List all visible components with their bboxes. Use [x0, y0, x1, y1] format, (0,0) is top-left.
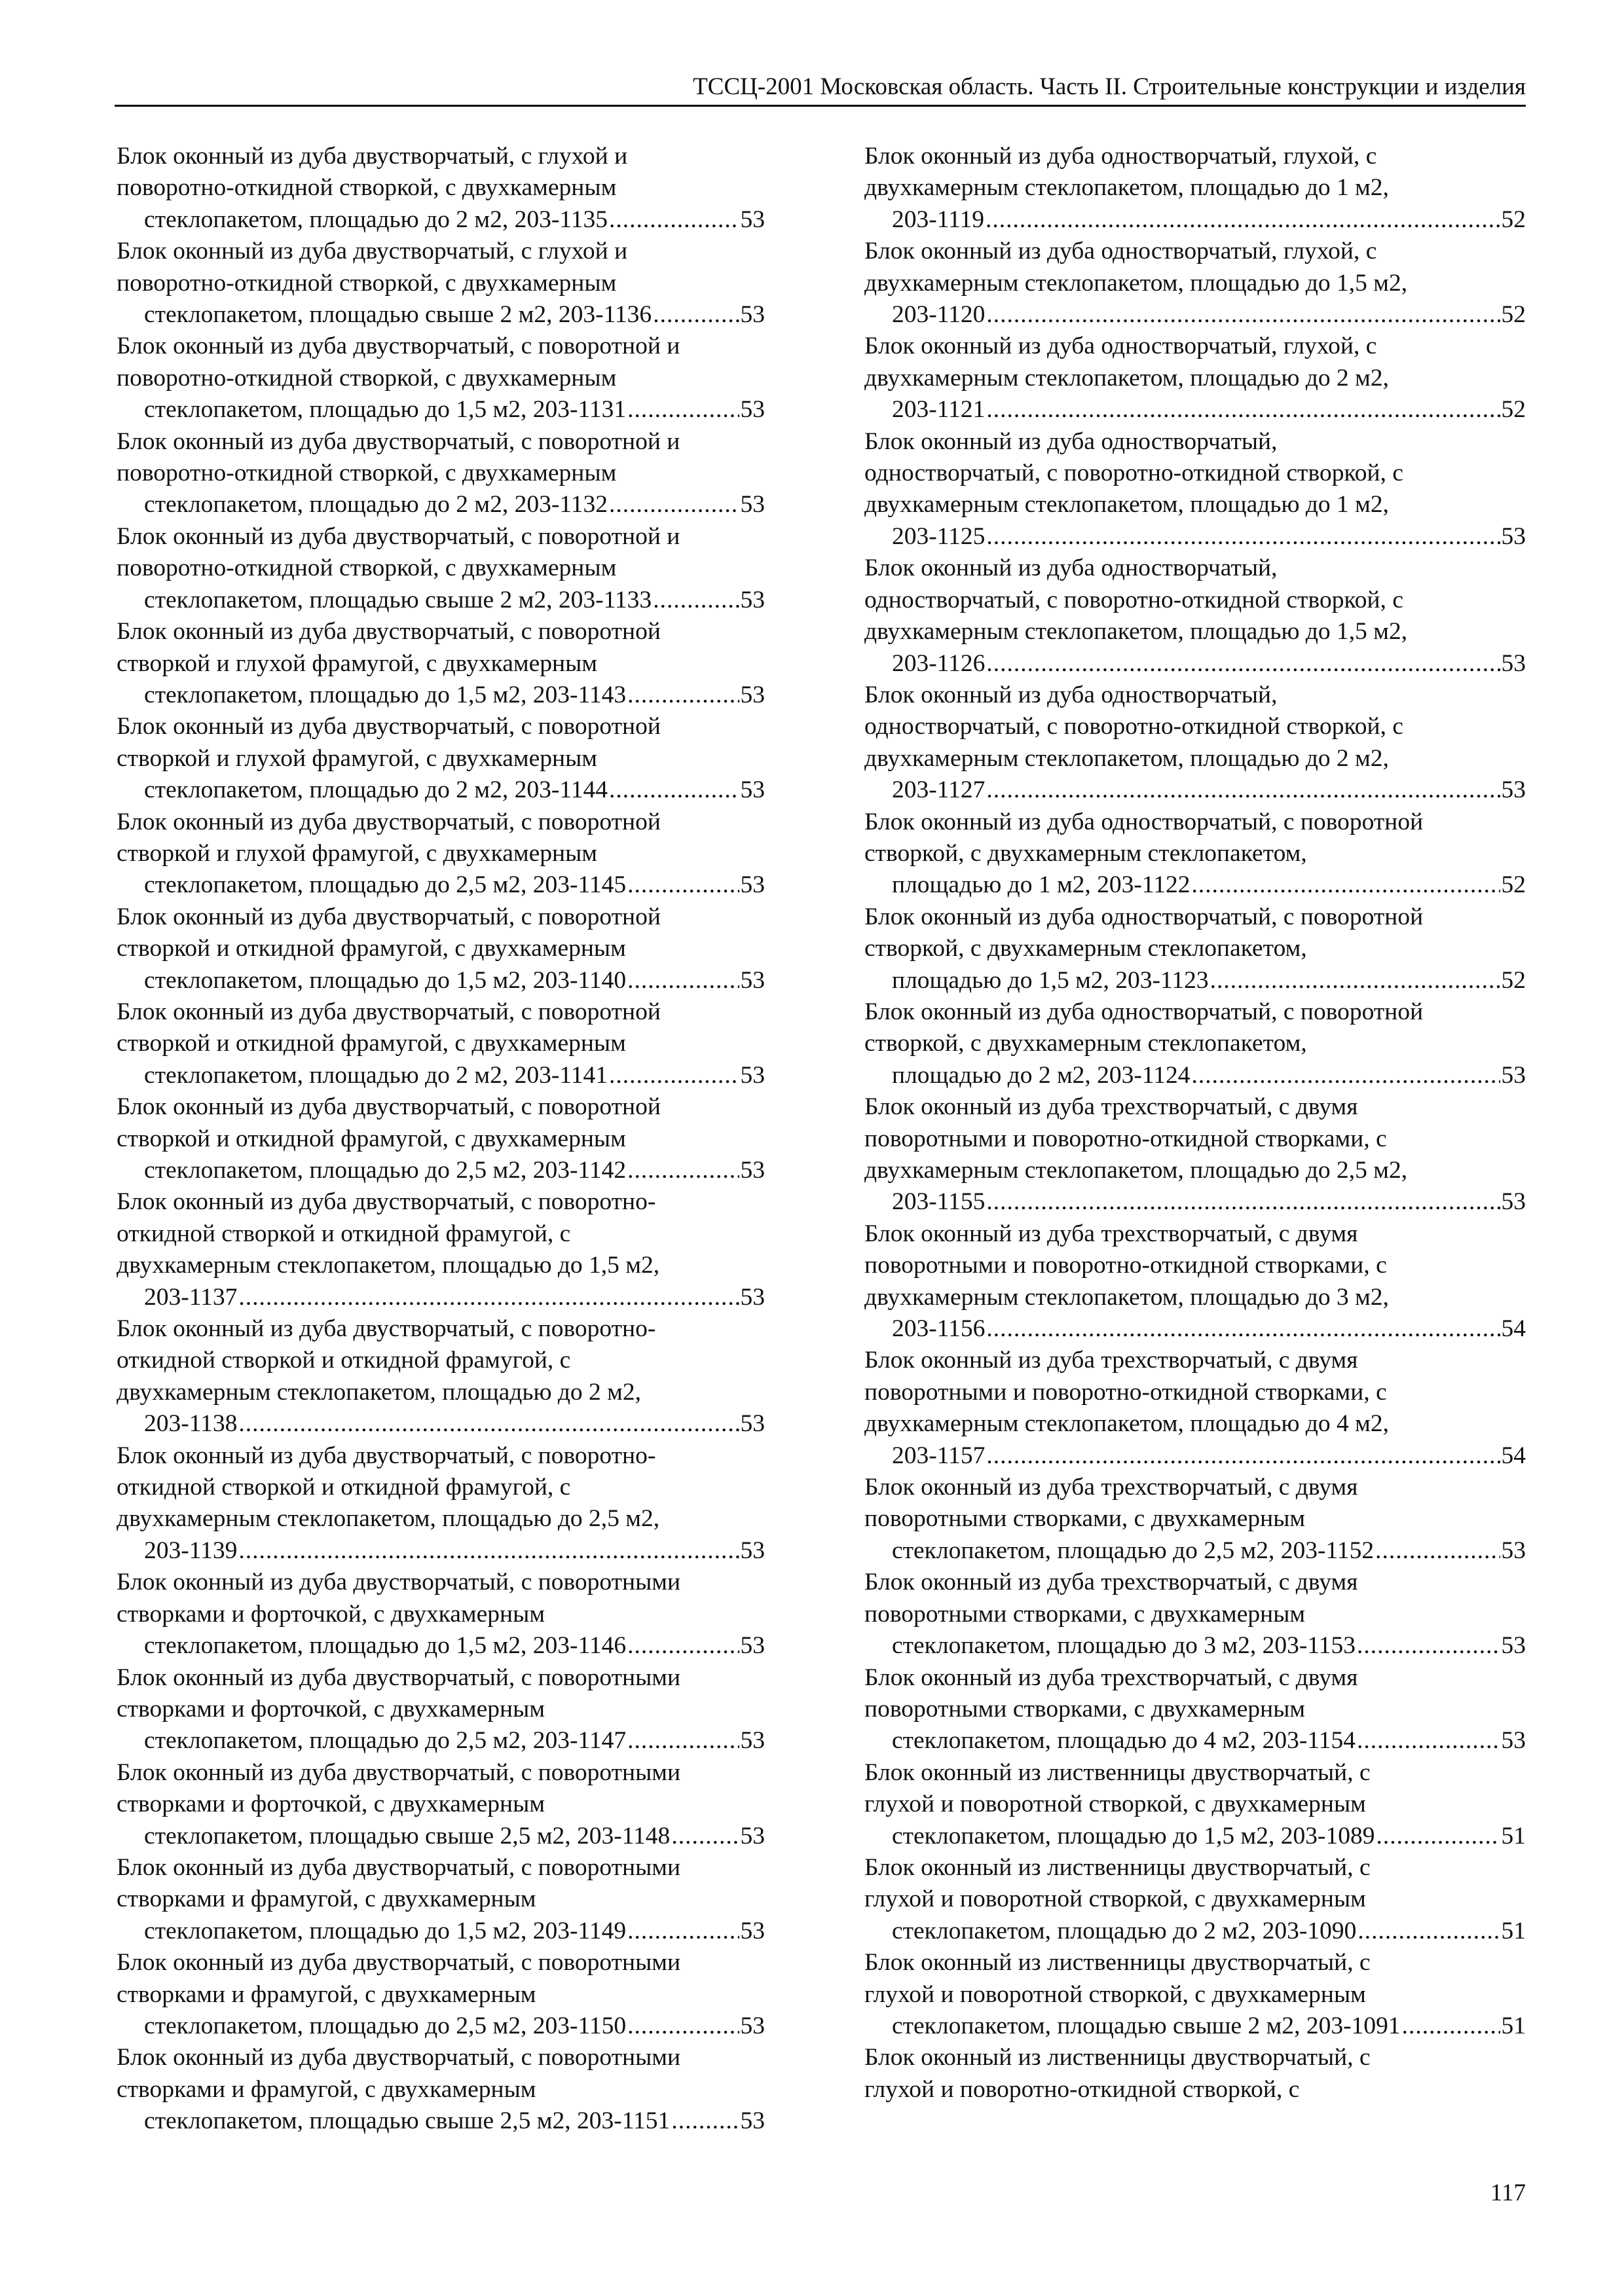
index-entry [117, 616, 765, 711]
index-entry-last-line [144, 204, 765, 236]
index-entry [117, 236, 765, 331]
index-entry-text: 203-1120 [892, 301, 986, 329]
index-entry-page: 53 [740, 1283, 765, 1311]
index-entry-text: 203-1157 [892, 1442, 986, 1469]
index-entry-line: Блок оконный из дуба двустворчатый, с поворотными [117, 1664, 681, 1691]
index-entry-page: 53 [1501, 522, 1526, 550]
index-entry-line: глухой и поворотной створкой, с двухкамерным [864, 1886, 1366, 1913]
index-entry-line: Блок оконный из дуба двустворчатый, с поворотной и [117, 333, 680, 360]
dot-leader [1402, 2011, 1500, 2042]
dot-leader [609, 204, 739, 236]
index-entry-line: одностворчатый, с поворотно-откидной створкой, с [864, 460, 1404, 487]
index-entry [117, 996, 765, 1091]
index-entry-last-line [144, 489, 765, 520]
index-entry-page: 53 [1501, 1727, 1526, 1755]
index-entry-text: стеклопакетом, площадью свыше 2,5 м2, 203-1148 [144, 1822, 671, 1850]
index-entry-line: Блок оконный из дуба двустворчатый, с глухой и [117, 143, 628, 170]
index-entry-text: стеклопакетом, площадью до 2,5 м2, 203-1145 [144, 871, 627, 899]
index-entry-text: стеклопакетом, площадью до 3 м2, 203-1153 [892, 1632, 1356, 1660]
index-entry-line: поворотными и поворотно-откидной створками, с [864, 1252, 1387, 1279]
index-entry-last-line [892, 648, 1526, 680]
index-entry-text: стеклопакетом, площадью свыше 2 м2, 203-1136 [144, 301, 652, 329]
index-entry-page: 53 [1501, 1188, 1526, 1216]
dot-leader [986, 1313, 1500, 1345]
index-entry-text: стеклопакетом, площадью до 2,5 м2, 203-1150 [144, 2012, 627, 2039]
dot-leader [627, 394, 739, 426]
index-entry-text: 203-1121 [892, 396, 986, 424]
index-entry [864, 1218, 1526, 1345]
index-entry-line: двухкамерным стеклопакетом, площадью до 3 м2, [864, 1283, 1390, 1311]
index-entry-page: 53 [740, 1537, 765, 1564]
index-entry [864, 807, 1526, 902]
index-entry-page: 53 [740, 1632, 765, 1660]
index-entry-line: створками и форточкой, с двухкамерным [117, 1600, 545, 1628]
index-entry [117, 1662, 765, 1757]
page-number: 117 [1490, 2179, 1526, 2206]
index-entry [864, 680, 1526, 807]
index-entry-line: створкой и глухой фрамугой, с двухкамерным [117, 649, 598, 677]
index-entry-line: Блок оконный из дуба двустворчатый, с поворотной [117, 1093, 661, 1121]
dot-leader [1210, 965, 1500, 996]
index-entry [864, 1662, 1526, 1757]
index-entry-line: створками и фрамугой, с двухкамерным [117, 1886, 536, 1913]
index-entry-line: Блок оконный из дуба двустворчатый, с поворотной [117, 618, 661, 646]
index-entry-line: откидной створкой и откидной фрамугой, с [117, 1220, 571, 1247]
dot-leader [609, 774, 739, 806]
index-entry-page: 53 [740, 776, 765, 804]
dot-leader [653, 299, 739, 331]
index-entry-last-line [892, 1725, 1526, 1757]
index-entry-line: поворотными створками, с двухкамерным [864, 1505, 1306, 1533]
index-entry-page: 51 [1501, 1917, 1526, 1944]
index-entry-text: 203-1127 [892, 776, 986, 804]
index-entry-page: 53 [1501, 1537, 1526, 1564]
index-entry-page: 52 [1501, 871, 1526, 899]
dot-leader [986, 1440, 1500, 1472]
index-entry-page: 52 [1501, 396, 1526, 424]
index-entry-text: 203-1125 [892, 522, 986, 550]
index-entry [864, 1472, 1526, 1567]
index-entry-page: 53 [740, 1061, 765, 1089]
index-entry-text: стеклопакетом, площадью до 2 м2, 203-1090 [892, 1917, 1357, 1944]
index-entry-text: стеклопакетом, площадью до 4 м2, 203-1154 [892, 1727, 1356, 1755]
index-entry-last-line [892, 1821, 1526, 1852]
index-entry-page: 53 [740, 586, 765, 613]
index-entry-last-line [144, 1060, 765, 1091]
index-entry-line: Блок оконный из дуба двустворчатый, с поворотными [117, 1853, 681, 1881]
index-entry-text: стеклопакетом, площадью свыше 2 м2, 203-1133 [144, 586, 652, 613]
index-entry-page: 53 [1501, 1632, 1526, 1660]
index-entry-line: Блок оконный из дуба двустворчатый, с поворотной [117, 998, 661, 1025]
index-entry-page: 53 [740, 1410, 765, 1438]
index-entry-page: 53 [740, 301, 765, 329]
index-entry-line: Блок оконный из дуба двустворчатый, с поворотной и [117, 428, 680, 455]
index-entry [864, 553, 1526, 680]
running-header [115, 71, 1526, 107]
index-entry-line: двухкамерным стеклопакетом, площадью до 1 м2, [864, 491, 1390, 519]
index-entry-last-line [144, 2011, 765, 2042]
index-entry-last-line [144, 1630, 765, 1662]
index-entry [117, 2042, 765, 2137]
index-entry-line: поворотными створками, с двухкамерным [864, 1600, 1306, 1628]
index-entry-text: стеклопакетом, площадью до 1,5 м2, 203-1149 [144, 1917, 627, 1944]
dot-leader [671, 2105, 739, 2137]
index-entry-line: двухкамерным стеклопакетом, площадью до 2 м2, [117, 1378, 642, 1406]
dot-leader [986, 648, 1500, 680]
index-entry-line: двухкамерным стеклопакетом, площадью до 1,5 м2, [117, 1252, 660, 1279]
index-entry-last-line [144, 585, 765, 616]
index-entry-line: Блок оконный из дуба одностворчатый, глухой, с [864, 333, 1377, 360]
index-entry-line: двухкамерным стеклопакетом, площадью до 1 м2, [864, 174, 1390, 202]
index-entry [864, 331, 1526, 426]
index-entry [117, 521, 765, 616]
index-entry-page: 53 [740, 2012, 765, 2039]
index-entry-last-line [144, 394, 765, 426]
index-entry-last-line [144, 1725, 765, 1757]
index-entry-last-line [892, 774, 1526, 806]
index-entry-line: створками и фрамугой, с двухкамерным [117, 2075, 536, 2103]
index-entry-last-line [892, 1440, 1526, 1472]
dot-leader [238, 1535, 739, 1567]
index-entry-text: 203-1138 [144, 1410, 238, 1438]
index-entry-page: 53 [740, 491, 765, 519]
index-entry-line: Блок оконный из дуба одностворчатый, [864, 428, 1278, 455]
index-entry-last-line [892, 1535, 1526, 1567]
index-entry-line: Блок оконный из дуба двустворчатый, с поворотно- [117, 1188, 656, 1216]
index-entry-text: стеклопакетом, площадью до 1,5 м2, 203-1131 [144, 396, 627, 424]
index-entry-page: 53 [740, 681, 765, 708]
index-entry-last-line [892, 965, 1526, 996]
index-entry [864, 1757, 1526, 1852]
index-entry-line: поворотно-откидной створкой, с двухкамерным [117, 555, 617, 582]
index-entry [864, 996, 1526, 1091]
index-entry-line: Блок оконный из дуба одностворчатый, [864, 555, 1278, 582]
index-entry-page: 51 [1501, 2012, 1526, 2039]
dot-leader [986, 204, 1500, 236]
index-entry [864, 1947, 1526, 2042]
dot-leader [627, 965, 739, 996]
index-entry-last-line [144, 774, 765, 806]
dot-leader [609, 489, 739, 520]
index-entry-page: 51 [1501, 1822, 1526, 1850]
index-entry-last-line [144, 299, 765, 331]
index-entry-text: площадью до 1 м2, 203-1122 [892, 871, 1190, 899]
index-entry-line: Блок оконный из дуба двустворчатый, с поворотной [117, 713, 661, 740]
index-entry-page: 53 [1501, 776, 1526, 804]
index-entry-line: Блок оконный из дуба двустворчатый, с поворотными [117, 1949, 681, 1977]
index-entry [864, 1852, 1526, 1947]
index-entry-last-line [892, 204, 1526, 236]
index-entry-page: 52 [1501, 966, 1526, 994]
index-entry-line: Блок оконный из дуба двустворчатый, с поворотной [117, 903, 661, 930]
index-entry-line: Блок оконный из дуба двустворчатый, с поворотно- [117, 1315, 656, 1343]
index-entry-line: одностворчатый, с поворотно-откидной створкой, с [864, 586, 1404, 613]
index-entry-line: глухой и поворотной створкой, с двухкамерным [864, 1980, 1366, 2008]
index-entry-line: поворотно-откидной створкой, с двухкамерным [117, 174, 617, 202]
index-entry-page: 53 [740, 1822, 765, 1850]
index-entry-last-line [144, 680, 765, 711]
index-entry-line: створкой, с двухкамерным стеклопакетом, [864, 1030, 1307, 1057]
dot-leader [627, 1725, 739, 1757]
index-entry [117, 1091, 765, 1186]
index-entry [864, 1345, 1526, 1472]
dot-leader [609, 1060, 739, 1091]
index-entry-line: двухкамерным стеклопакетом, площадью до 2,5 м2, [864, 1157, 1408, 1184]
index-entry-line: Блок оконный из дуба одностворчатый, с поворотной [864, 808, 1424, 835]
index-entry-line: Блок оконный из дуба трехстворчатый, с двумя [864, 1664, 1358, 1691]
dot-leader [1357, 1916, 1500, 1947]
index-entry-line: Блок оконный из дуба одностворчатый, глухой, с [864, 238, 1377, 265]
index-entry [117, 1313, 765, 1440]
index-entry-line: Блок оконный из дуба двустворчатый, с поворотной и [117, 522, 680, 550]
index-entry-text: стеклопакетом, площадью до 1,5 м2, 203-1146 [144, 1632, 627, 1660]
dot-leader [627, 1916, 739, 1947]
index-entry-page: 54 [1501, 1442, 1526, 1469]
index-entry-line: Блок оконный из дуба двустворчатый, с поворотной [117, 808, 661, 835]
index-entry [117, 902, 765, 996]
index-entry-text: стеклопакетом, площадью до 2,5 м2, 203-1152 [892, 1537, 1375, 1564]
index-entry-line: откидной створкой и откидной фрамугой, с [117, 1347, 571, 1374]
index-entry-page: 53 [740, 966, 765, 994]
index-entry [117, 426, 765, 521]
index-entry-line: поворотными и поворотно-откидной створками, с [864, 1125, 1387, 1152]
dot-leader [238, 1408, 739, 1440]
dot-leader [1376, 1821, 1500, 1852]
index-entry [117, 1440, 765, 1567]
index-entry-line: Блок оконный из дуба трехстворчатый, с двумя [864, 1347, 1358, 1374]
index-entry-text: стеклопакетом, площадью до 2 м2, 203-1144 [144, 776, 608, 804]
index-entry-line: двухкамерным стеклопакетом, площадью до 2,5 м2, [117, 1505, 660, 1533]
index-entry-text: стеклопакетом, площадью до 2 м2, 203-1132 [144, 491, 608, 519]
dot-leader [671, 1821, 739, 1852]
dot-leader [986, 774, 1500, 806]
index-entry-page: 53 [1501, 649, 1526, 677]
index-entry-last-line [892, 869, 1526, 901]
index-entry [117, 1757, 765, 1852]
index-entry-last-line [144, 1282, 765, 1313]
index-entry [117, 141, 765, 236]
index-entry-text: стеклопакетом, площадью до 2 м2, 203-1135 [144, 206, 608, 233]
index-entry-last-line [144, 965, 765, 996]
index-entry-text: 203-1119 [892, 206, 984, 233]
index-entry-line: Блок оконный из дуба трехстворчатый, с двумя [864, 1474, 1358, 1501]
index-entry-line: двухкамерным стеклопакетом, площадью до 4 м2, [864, 1410, 1390, 1438]
dot-leader [653, 585, 739, 616]
index-column-left [117, 141, 765, 2138]
index-entry [864, 2042, 1526, 2105]
index-entry-text: 203-1126 [892, 649, 986, 677]
index-entry-line: Блок оконный из дуба двустворчатый, с поворотными [117, 1758, 681, 1786]
index-entry-text: стеклопакетом, площадью до 2,5 м2, 203-1147 [144, 1727, 627, 1755]
index-entry-text: стеклопакетом, площадью до 1,5 м2, 203-1140 [144, 966, 627, 994]
index-entry-last-line [144, 1155, 765, 1186]
index-entry-text: стеклопакетом, площадью свыше 2 м2, 203-1091 [892, 2012, 1401, 2039]
index-entry-page: 53 [740, 1727, 765, 1755]
index-entry-text: 203-1156 [892, 1315, 986, 1343]
index-entry-line: Блок оконный из дуба одностворчатый, глухой, с [864, 143, 1377, 170]
dot-leader [627, 2011, 739, 2042]
index-entry-line: створками и фрамугой, с двухкамерным [117, 1980, 536, 2008]
index-entry-line: створкой и откидной фрамугой, с двухкамерным [117, 1125, 626, 1152]
index-entry-line: Блок оконный из дуба двустворчатый, с поворотными [117, 1569, 681, 1596]
index-entry [864, 1091, 1526, 1218]
index-entry-text: стеклопакетом, площадью до 1,5 м2, 203-1143 [144, 681, 627, 708]
index-column-right [864, 141, 1526, 2105]
index-entry-line: поворотно-откидной створкой, с двухкамерным [117, 364, 617, 392]
index-entry-text: стеклопакетом, площадью до 2,5 м2, 203-1142 [144, 1157, 627, 1184]
dot-leader [627, 1630, 739, 1662]
index-entry-last-line [892, 299, 1526, 331]
index-entry-last-line [892, 1313, 1526, 1345]
index-entry-line: Блок оконный из дуба трехстворчатый, с двумя [864, 1093, 1358, 1121]
index-entry-line: поворотно-откидной створкой, с двухкамерным [117, 460, 617, 487]
index-entry-page: 53 [740, 2107, 765, 2135]
index-entry-page: 53 [1501, 1061, 1526, 1089]
dot-leader [986, 521, 1500, 553]
dot-leader [1192, 1060, 1500, 1091]
index-entry-page: 53 [740, 871, 765, 899]
index-entry-page: 52 [1501, 206, 1526, 233]
index-entry-text: 203-1155 [892, 1188, 986, 1216]
index-entry-text: стеклопакетом, площадью до 1,5 м2, 203-1089 [892, 1822, 1375, 1850]
index-entry-last-line [144, 1535, 765, 1567]
index-entry-last-line [144, 1408, 765, 1440]
index-entry [117, 331, 765, 426]
index-entry-line: створкой и откидной фрамугой, с двухкамерным [117, 935, 626, 962]
index-entry-line: Блок оконный из дуба трехстворчатый, с двумя [864, 1220, 1358, 1247]
index-entry-line: створками и форточкой, с двухкамерным [117, 1791, 545, 1818]
index-entry-page: 53 [740, 206, 765, 233]
index-entry-last-line [892, 1186, 1526, 1218]
index-entry-line: поворотными и поворотно-откидной створками, с [864, 1378, 1387, 1406]
index-entry-page: 53 [740, 396, 765, 424]
index-entry-line: Блок оконный из дуба одностворчатый, с поворотной [864, 998, 1424, 1025]
index-entry-line: Блок оконный из дуба одностворчатый, с поворотной [864, 903, 1424, 930]
index-entry-line: Блок оконный из дуба двустворчатый, с поворотно- [117, 1442, 656, 1469]
index-entry-last-line [144, 2105, 765, 2137]
index-entry-last-line [144, 869, 765, 901]
index-entry-line: Блок оконный из лиственницы двустворчатый, с [864, 2044, 1371, 2071]
index-entry-last-line [892, 1916, 1526, 1947]
index-entry-text: стеклопакетом, площадью свыше 2,5 м2, 203-1151 [144, 2107, 671, 2135]
index-entry-line: двухкамерным стеклопакетом, площадью до 2 м2, [864, 744, 1390, 772]
index-entry-line: поворотно-откидной створкой, с двухкамерным [117, 269, 617, 297]
index-entry-line: двухкамерным стеклопакетом, площадью до 1,5 м2, [864, 269, 1408, 297]
index-entry-last-line [144, 1821, 765, 1852]
index-entry-line: Блок оконный из лиственницы двустворчатый, с [864, 1949, 1371, 1977]
index-entry [117, 807, 765, 902]
index-entry [117, 1947, 765, 2042]
index-entry [117, 1186, 765, 1313]
index-entry-page: 53 [740, 1157, 765, 1184]
index-entry-line: глухой и поворотной створкой, с двухкамерным [864, 1791, 1366, 1818]
index-entry-text: 203-1137 [144, 1283, 238, 1311]
index-entry-line: поворотными створками, с двухкамерным [864, 1695, 1306, 1722]
index-entry-line: откидной створкой и откидной фрамугой, с [117, 1474, 571, 1501]
index-entry-last-line [892, 521, 1526, 553]
index-entry [864, 902, 1526, 996]
index-entry-last-line [892, 1060, 1526, 1091]
index-entry [117, 711, 765, 806]
index-entry-last-line [144, 1916, 765, 1947]
index-entry-line: Блок оконный из лиственницы двустворчатый, с [864, 1853, 1371, 1881]
index-entry-last-line [892, 2011, 1526, 2042]
index-entry-page: 53 [740, 1917, 765, 1944]
index-entry-line: двухкамерным стеклопакетом, площадью до 2 м2, [864, 364, 1390, 392]
index-entry-line: створкой, с двухкамерным стеклопакетом, [864, 839, 1307, 867]
index-entry-line: Блок оконный из дуба одностворчатый, [864, 681, 1278, 708]
index-entry [864, 1567, 1526, 1662]
index-entry-text: 203-1139 [144, 1537, 238, 1564]
index-entry-last-line [892, 1630, 1526, 1662]
running-header-title: ТССЦ-2001 Московская область. Часть II. Строительные конструкции и изделия [693, 73, 1526, 100]
dot-leader [1357, 1725, 1500, 1757]
dot-leader [1375, 1535, 1500, 1567]
index-entry-line: створкой и откидной фрамугой, с двухкамерным [117, 1030, 626, 1057]
dot-leader [986, 1186, 1500, 1218]
index-entry [864, 236, 1526, 331]
index-entry-line: Блок оконный из дуба двустворчатый, с поворотными [117, 2044, 681, 2071]
index-entry-text: площадью до 2 м2, 203-1124 [892, 1061, 1190, 1089]
dot-leader [627, 680, 739, 711]
index-entry-text: площадью до 1,5 м2, 203-1123 [892, 966, 1209, 994]
index-entry [117, 1567, 765, 1662]
index-entry-page: 54 [1501, 1315, 1526, 1343]
dot-leader [238, 1282, 739, 1313]
dot-leader [627, 869, 739, 901]
index-entry-line: створкой и глухой фрамугой, с двухкамерным [117, 744, 598, 772]
index-entry-text: стеклопакетом, площадью до 2 м2, 203-1141 [144, 1061, 608, 1089]
index-entry-line: Блок оконный из лиственницы двустворчатый, с [864, 1758, 1371, 1786]
index-entry [864, 426, 1526, 553]
index-entry [864, 141, 1526, 236]
index-entry-page: 52 [1501, 301, 1526, 329]
index-entry-line: Блок оконный из дуба двустворчатый, с глухой и [117, 238, 628, 265]
index-entry-last-line [892, 394, 1526, 426]
index-entry-line: глухой и поворотно-откидной створкой, с [864, 2075, 1300, 2103]
index-entry-line: створкой, с двухкамерным стеклопакетом, [864, 935, 1307, 962]
dot-leader [627, 1155, 739, 1186]
dot-leader [986, 299, 1500, 331]
index-entry-line: двухкамерным стеклопакетом, площадью до 1,5 м2, [864, 618, 1408, 646]
dot-leader [1357, 1630, 1500, 1662]
index-entry-line: створками и форточкой, с двухкамерным [117, 1695, 545, 1722]
dot-leader [1192, 869, 1500, 901]
index-entry-line: створкой и глухой фрамугой, с двухкамерным [117, 839, 598, 867]
dot-leader [986, 394, 1500, 426]
index-entry-line: одностворчатый, с поворотно-откидной створкой, с [864, 713, 1404, 740]
index-entry-line: Блок оконный из дуба трехстворчатый, с двумя [864, 1569, 1358, 1596]
index-entry [117, 1852, 765, 1947]
